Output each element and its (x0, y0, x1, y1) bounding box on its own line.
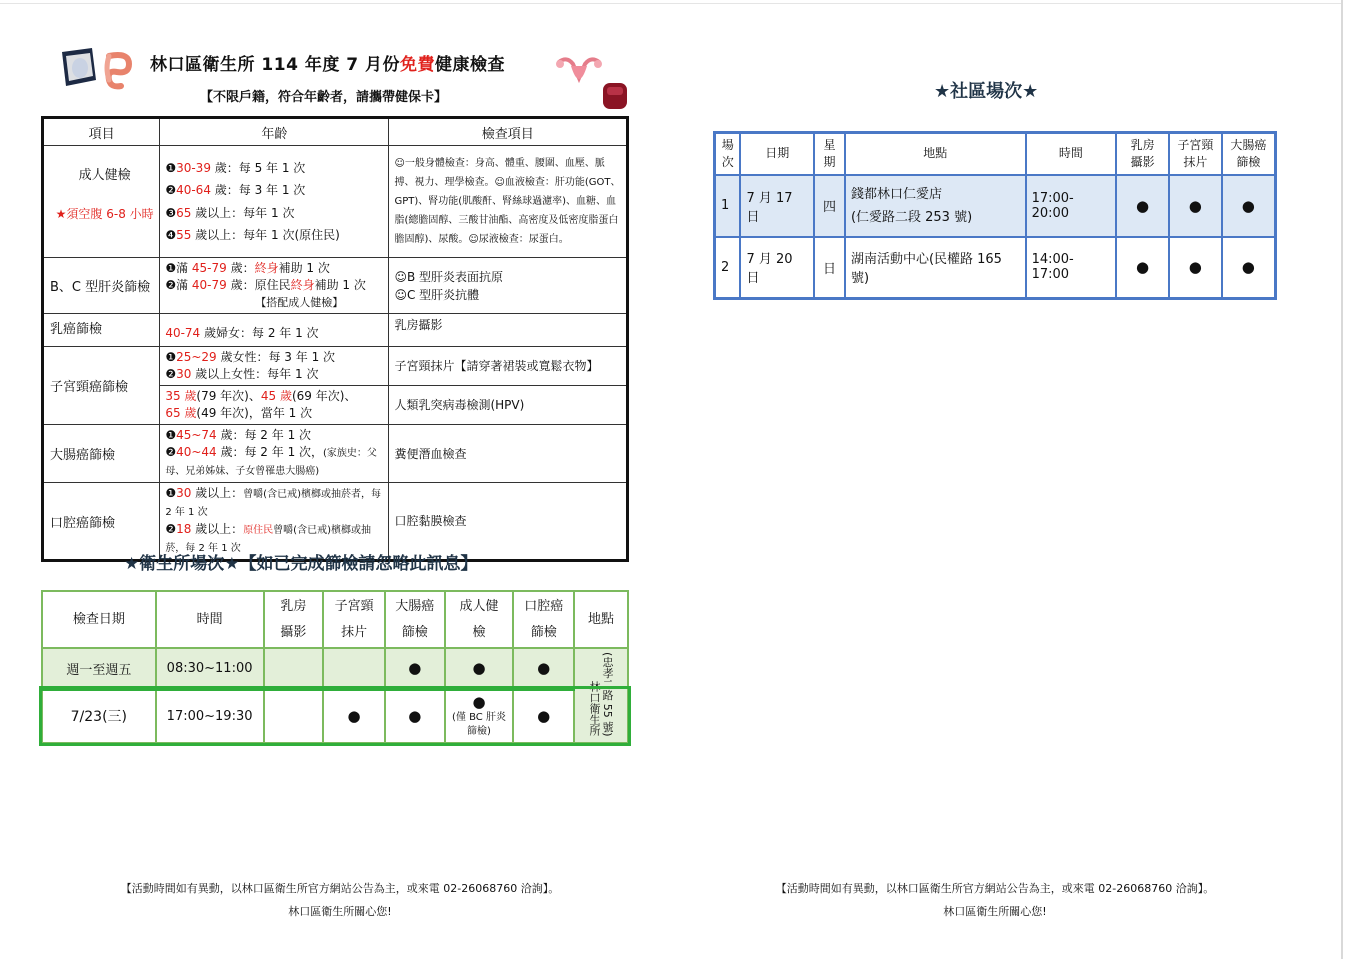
row-date: 7/23(三) (42, 689, 156, 743)
adult-age-cell (160, 146, 389, 258)
session-weekday: 四 (814, 175, 845, 237)
community-title: ★社區場次★ (934, 81, 1039, 102)
row-date: 週一至週五 (42, 648, 156, 689)
mark-pap-smear: ● (1169, 175, 1222, 237)
uterus-icon (555, 52, 603, 92)
table-row (715, 237, 1276, 299)
hpv-age-cell: 35 歲(79 年次)、45 歲(69 年次)、 65 歲(49 年次)，當年 1 次 (160, 386, 389, 425)
mark-colon: ● (1222, 237, 1276, 299)
header-mammogram: 乳房 攝影 (264, 591, 324, 648)
footer-care: 林口區衛生所關心您! (943, 905, 1047, 918)
mark-oral: ● (513, 648, 574, 689)
adult-exam-cell: ☺一般身體檢查：身高、體重、腰圍、血壓、脈搏、視力、理學檢查。☺血液檢查：肝功能(GOT、GPT)、腎功能(肌酸酐、腎絲球過濾率)、血糖、血脂(總膽固醇、三酸甘油酯、高密度及低密度脂蛋白膽固醇)、尿酸。☺尿液檢查：尿蛋白。 (389, 146, 628, 258)
row-time: 17:00~19:30 (156, 689, 264, 743)
title-free-text: 免費 (400, 55, 435, 75)
session-date: 7 月 20 日 (740, 237, 814, 299)
location-address: (忠孝二路 55 號) (601, 651, 615, 737)
header-time: 時間 (156, 591, 264, 648)
mark-pap-smear (323, 648, 385, 689)
session-weekday: 日 (814, 237, 845, 299)
mark-mammogram: ● (1116, 175, 1169, 237)
table-row (42, 648, 628, 689)
table-row (43, 425, 628, 483)
eligibility-table (41, 116, 629, 562)
header-pap-smear: 子宮頸 抹片 (1169, 133, 1222, 175)
breast-age-cell: 40-74 歲婦女：每 2 年 1 次 (160, 314, 389, 347)
health-center-schedule-table (41, 590, 629, 744)
page-top-edge (0, 3, 1341, 4)
footer-care: 林口區衛生所關心您! (288, 905, 392, 918)
mark-colon: ● (385, 689, 445, 743)
mark-adult: ● (445, 648, 514, 689)
table-header-row (715, 133, 1276, 175)
cervical-label: 子宮頸癌篩檢 (43, 347, 160, 425)
session-place: 湖南活動中心(民權路 165 號) (845, 237, 1026, 299)
footer-notice: 【活動時間如有異動，以林口區衛生所官方網站公告為主，或來電 02-26068760 洽詢】。 (120, 882, 560, 895)
oral-age-cell: ❶30 歲以上：曾嚼(含已戒)檳榔或抽菸者，每 2 年 1 次 ❷18 歲以上：原住民曾嚼(含已戒)檳榔或抽菸，每 2 年 1 次 (160, 483, 389, 561)
mark-mammogram: ● (1116, 237, 1169, 299)
header-place: 地點 (845, 133, 1026, 175)
mark-colon: ● (1222, 175, 1276, 237)
colon-label: 大腸癌篩檢 (43, 425, 160, 483)
session-number: 1 (715, 175, 741, 237)
table-row (43, 347, 628, 386)
fasting-note: ★須空腹 6-8 小時 (55, 206, 154, 221)
health-center-title: ★衛生所場次★【如已完成篩檢請忽略此訊息】 (124, 554, 478, 574)
table-row (43, 258, 628, 314)
mark-adult: ● (僅 BC 肝炎 篩檢) (445, 689, 514, 743)
community-schedule-table (713, 131, 1277, 300)
mark-pap-smear: ● (323, 689, 385, 743)
header-weekday: 星 期 (814, 133, 845, 175)
session-number: 2 (715, 237, 741, 299)
header-colon: 大腸癌 篩檢 (1222, 133, 1276, 175)
colon-exam-cell: 糞便潛血檢查 (389, 425, 628, 483)
oral-label: 口腔癌篩檢 (43, 483, 160, 561)
header-session: 場 次 (715, 133, 741, 175)
session-time: 17:00-20:00 (1026, 175, 1117, 237)
header-colon: 大腸癌 篩檢 (385, 591, 445, 648)
page-subtitle: 【不限戶籍，符合年齡者，請攜帶健保卡】 (200, 90, 448, 105)
mark-mammogram (264, 689, 324, 743)
blood-bag-icon (598, 79, 632, 111)
intestine-icon (101, 50, 135, 92)
header-time: 時間 (1026, 133, 1117, 175)
header-oral: 口腔癌 篩檢 (513, 591, 574, 648)
adult-note: (僅 BC 肝炎 篩檢) (452, 712, 506, 738)
header-age: 年齡 (160, 118, 389, 146)
header-mammogram: 乳房 攝影 (1116, 133, 1169, 175)
header-date: 日期 (740, 133, 814, 175)
colon-age-cell: ❶45~74 歲：每 2 年 1 次 ❷40~44 歲：每 2 年 1 次，(家族史：父母、兄弟姊妹、子女曾罹患大腸癌) (160, 425, 389, 483)
adult-checkup-label: 成人健檢 (78, 167, 131, 183)
mark-oral: ● (513, 689, 574, 743)
mark-colon: ● (385, 648, 445, 689)
hepatitis-label: B、C 型肝炎篩檢 (43, 258, 160, 314)
mark-mammogram (264, 648, 324, 689)
mark-pap-smear: ● (1169, 237, 1222, 299)
header-exam: 檢查項目 (389, 118, 628, 146)
header-pap-smear: 子宮頸 抹片 (323, 591, 385, 648)
table-header-row (43, 118, 628, 146)
location-cell (574, 648, 628, 743)
title-suffix-text: 健康檢查 (435, 55, 505, 75)
age-rule: ❸65 歲以上：每年 1 次 (165, 205, 295, 220)
breast-exam-cell: 乳房攝影 (389, 314, 628, 347)
age-rule: ❶30-39 歲：每 5 年 1 次 (165, 160, 306, 175)
hepatitis-age-cell: ❶滿 45-79 歲：終身補助 1 次 ❷滿 40-79 歲：原住民終身補助 1 次 【搭配成人健檢】 (160, 258, 389, 314)
hepatitis-exam-cell: ☺B 型肝炎表面抗原 ☺C 型肝炎抗體 (389, 258, 628, 314)
hpv-exam-cell: 人類乳突病毒檢測(HPV) (389, 386, 628, 425)
table-row (43, 146, 628, 258)
table-row (715, 175, 1276, 237)
page-title (150, 50, 505, 75)
table-row (43, 314, 628, 347)
table-header-row (42, 591, 628, 648)
title-text: 林口區衛生所 114 年度 7 月份 (150, 55, 400, 75)
footer-right (735, 877, 1255, 923)
age-rule: ❹55 歲以上：每年 1 次(原住民) (165, 228, 340, 242)
session-date: 7 月 17 日 (740, 175, 814, 237)
header-adult: 成人健 檢 (445, 591, 514, 648)
oral-exam-cell: 口腔黏膜檢查 (389, 483, 628, 561)
session-time: 14:00-17:00 (1026, 237, 1117, 299)
location-name: 林口衛生所 (588, 681, 602, 737)
medicine-pack-icon (56, 46, 100, 88)
table-row (42, 689, 628, 743)
adult-checkup-cell (43, 146, 160, 258)
row-time: 08:30~11:00 (156, 648, 264, 689)
cervical-age-cell: ❶25~29 歲女性：每 3 年 1 次 ❷30 歲以上女性：每年 1 次 (160, 347, 389, 386)
header-date: 檢查日期 (42, 591, 156, 648)
footer-left (80, 877, 600, 923)
header-location: 地點 (574, 591, 628, 648)
header-item: 項目 (43, 118, 160, 146)
session-place: 錢都林口仁愛店 (仁愛路二段 253 號) (845, 175, 1026, 237)
pap-smear-cell: 子宮頸抹片【請穿著裙裝或寬鬆衣物】 (389, 347, 628, 386)
breast-label: 乳癌篩檢 (43, 314, 160, 347)
page-right-edge (1341, 0, 1343, 959)
footer-notice: 【活動時間如有異動，以林口區衛生所官方網站公告為主，或來電 02-26068760 洽詢】。 (775, 882, 1215, 895)
age-rule: ❷40-64 歲：每 3 年 1 次 (165, 183, 306, 197)
